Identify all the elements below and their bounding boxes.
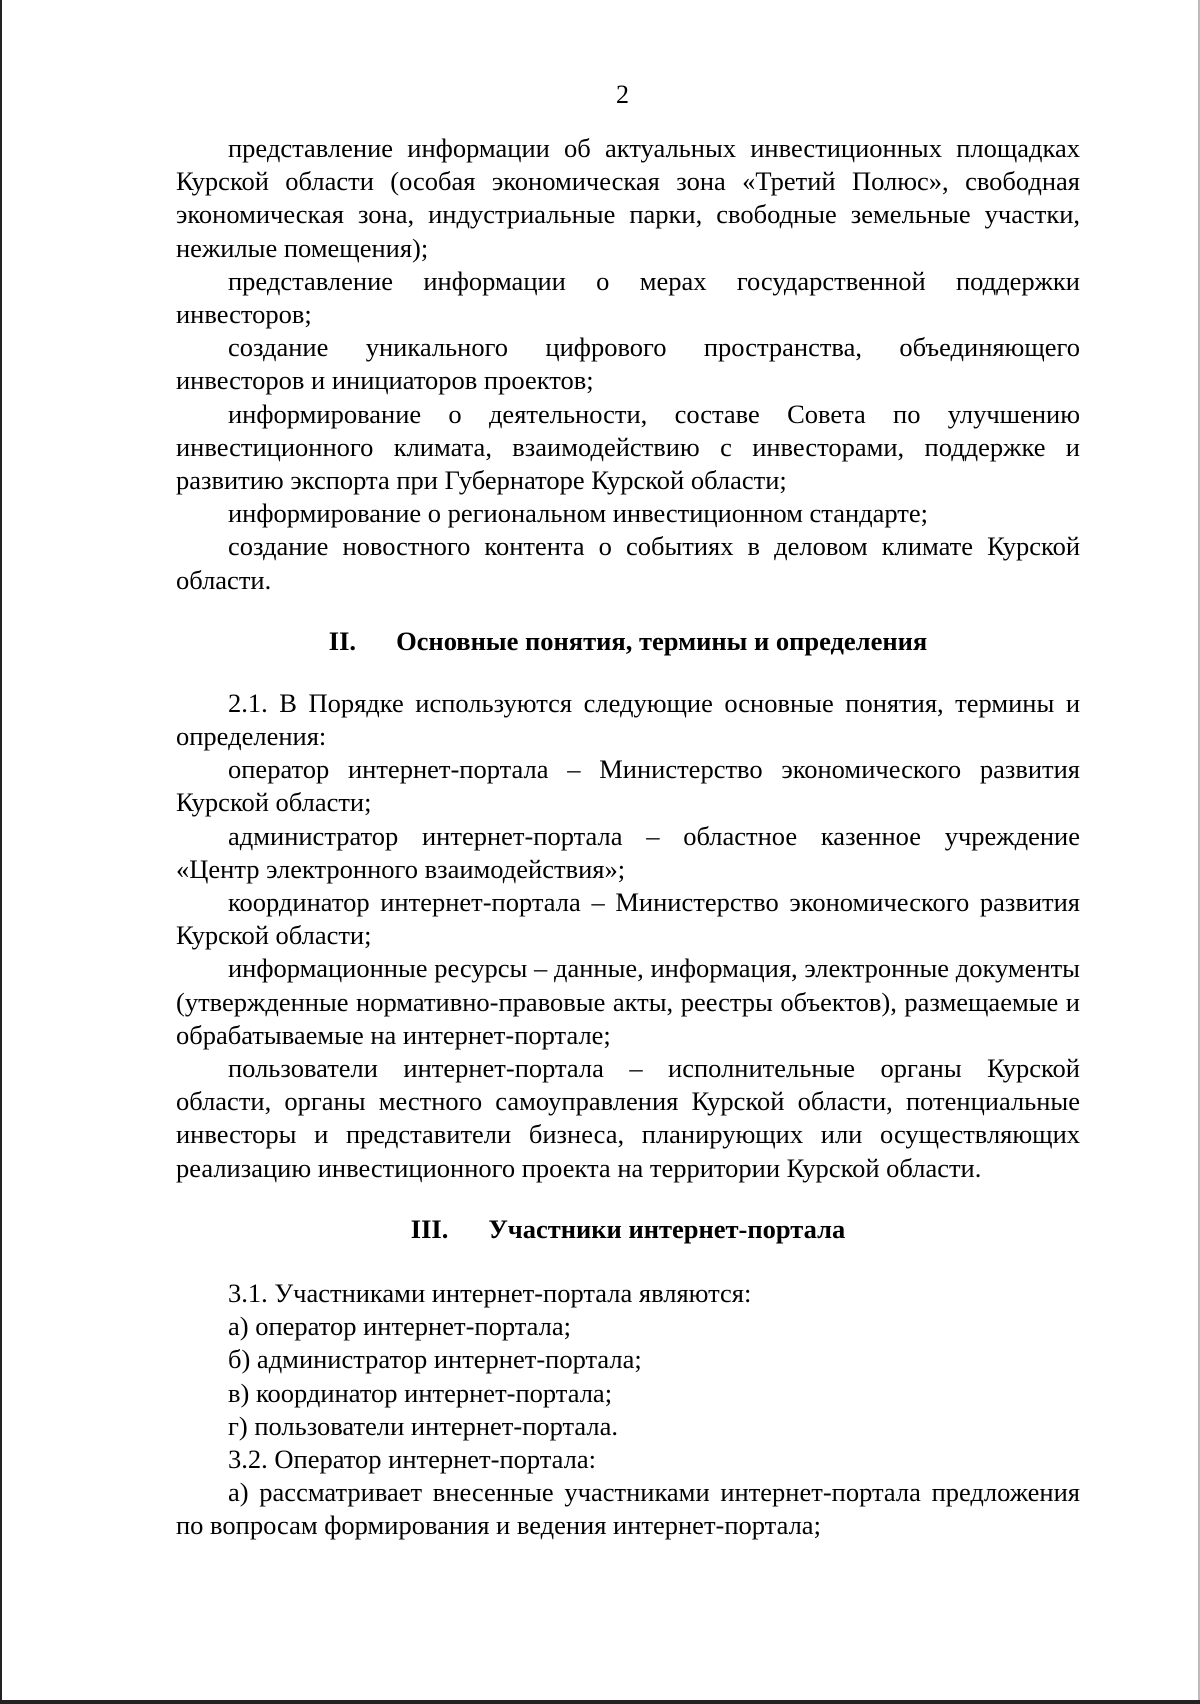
paragraph-3-1: 3.1. Участниками интернет-портала являются: xyxy=(228,1277,752,1308)
paragraph-3-2-a: а) рассматривает внесенные участниками интернет-портала предложения по вопросам формирования и ведения интернет-портала; xyxy=(176,1477,1080,1541)
document-body xyxy=(176,132,1080,1543)
definition-administrator: администратор интернет-портала – областное казенное учреждение «Центр электронного взаимодействия»; xyxy=(176,820,1080,884)
paragraph-3-2: 3.2. Оператор интернет-портала: xyxy=(228,1443,597,1474)
list-item-a: а) оператор интернет-портала; xyxy=(228,1311,571,1342)
paragraph-2-1: 2.1. В Порядке используются следующие основные понятия, термины и определения: xyxy=(176,687,1080,752)
section-title: Основные понятия, термины и определения xyxy=(396,625,928,656)
list-item-b: б) администратор интернет-портала; xyxy=(228,1344,642,1375)
page-number: 2 xyxy=(616,80,629,109)
list-item-v: в) координатор интернет-портала; xyxy=(228,1377,613,1408)
section-number: III. xyxy=(410,1213,449,1244)
paragraph-digital-space: создание уникального цифрового пространства, объединяющего инвесторов и инициаторов проектов; xyxy=(176,332,1080,396)
section-number: II. xyxy=(328,625,357,656)
paragraph-investment-standard: информирование о региональном инвестиционном стандарте; xyxy=(228,498,928,529)
definition-information-resources: информационные ресурсы – данные, информация, электронные документы (утвержденные нормативно-правовые акты, реестры объектов), размещаемые и обрабатываемые на интернет-портале; xyxy=(176,953,1080,1050)
scan-edge-left xyxy=(0,0,2,1704)
paragraph-support-measures: представление информации о мерах государственной поддержки инвесторов; xyxy=(176,265,1080,330)
section-heading-2 xyxy=(176,625,1080,658)
section-title: Участники интернет-портала xyxy=(488,1213,846,1244)
definition-users: пользователи интернет-портала – исполнительные органы Курской области, органы местного самоуправления Курской области, потенциальные инвесторы и представители бизнеса, планирующих или осуществляющих реализацию инвестиционного проекта на территории Курской области. xyxy=(176,1053,1080,1183)
list-item-g: г) пользователи интернет-портала. xyxy=(228,1410,619,1441)
paragraph-news-content: создание новостного контента о событиях в деловом климате Курской области. xyxy=(176,531,1080,595)
scan-edge-bottom xyxy=(0,1700,1200,1704)
paragraph-investment-sites: представление информации об актуальных инвестиционных площадках Курской области (особая экономическая зона «Третий Полюс», свободная экономическая зона, индустриальные парки, свободные земельные участки, нежилые помещения); xyxy=(176,133,1080,263)
paragraph-council-info: информирование о деятельности, составе Совета по улучшению инвестиционного климата, взаимодействию с инвесторами, поддержке и развитию экспорта при Губернаторе Курской области; xyxy=(176,398,1080,496)
definition-coordinator: координатор интернет-портала – Министерство экономического развития Курской области; xyxy=(176,887,1080,951)
section-heading-3 xyxy=(176,1213,1080,1246)
definition-operator: оператор интернет-портала – Министерство экономического развития Курской области; xyxy=(176,754,1080,818)
